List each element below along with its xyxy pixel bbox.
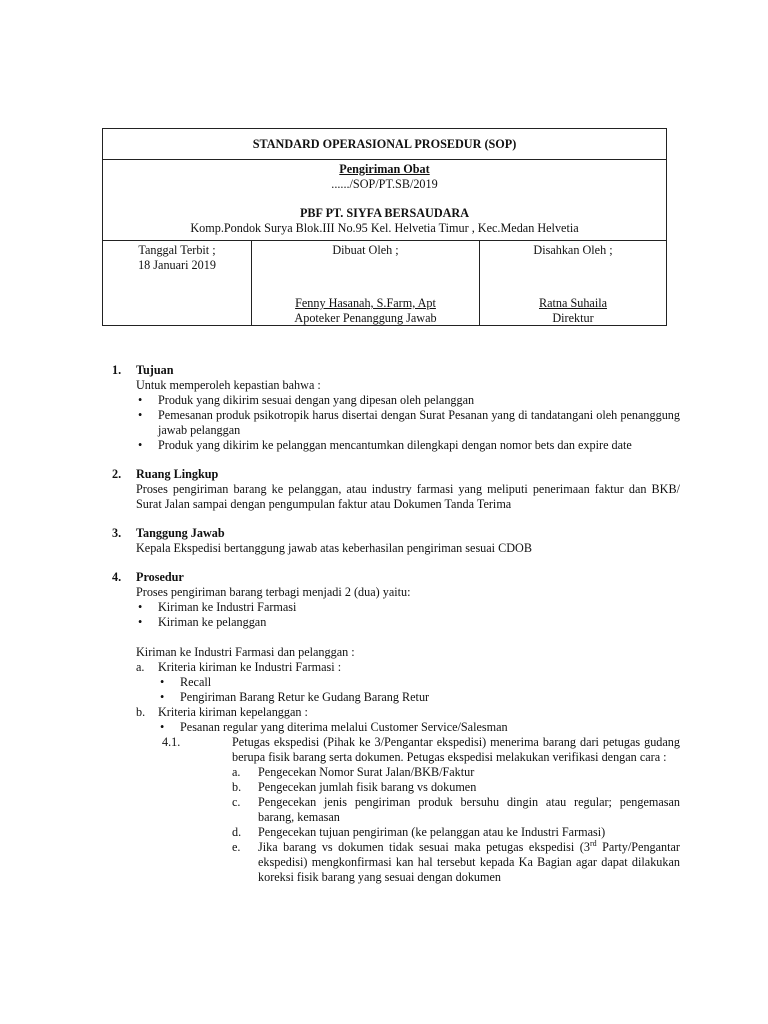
list-item: • Produk yang dikirim sesuai dengan yang dipesan oleh pelanggan [158, 393, 680, 408]
section-number: 2. [112, 467, 122, 481]
sop-body [112, 363, 680, 899]
item-text: Pengecekan tujuan pengiriman (ke pelanggan atau ke Industri Farmasi) [258, 825, 606, 839]
sop-title: STANDARD OPERASIONAL PROSEDUR (SOP) [103, 129, 666, 160]
criteria-text: Kriteria kiriman kepelanggan : [158, 705, 308, 719]
made-by-role: Apoteker Penanggung Jawab [294, 311, 437, 325]
list-marker: c. [232, 795, 241, 809]
section-ruang-lingkup [112, 467, 680, 512]
approved-label: Disahkan Oleh ; [533, 243, 613, 257]
section-prosedur [112, 570, 680, 885]
section-tujuan [112, 363, 680, 453]
sop-header-table [102, 128, 667, 326]
list-marker: a. [136, 660, 145, 674]
list-item [232, 825, 680, 840]
list-marker: a. [232, 765, 241, 779]
approved-cell [479, 241, 666, 325]
list-item [232, 840, 680, 885]
item-text: Pengecekan Nomor Surat Jalan/BKB/Faktur [258, 765, 475, 779]
section-title: Prosedur [136, 570, 184, 584]
signature-row [103, 241, 666, 325]
item-text-start: Jika barang vs dokumen tidak sesuai maka petugas ekspedisi (3 [258, 840, 590, 854]
item-text: Pengecekan jenis pengiriman produk bersuhu dingin atau regular; pengemasan barang, kemasan [258, 795, 680, 824]
section-text: Kepala Ekspedisi bertanggung jawab atas keberhasilan pengiriman sesuai CDOB [136, 541, 532, 555]
section-intro: Untuk memperoleh kepastian bahwa : [136, 378, 321, 392]
doc-title: Pengiriman Obat [339, 162, 430, 176]
made-by-name: Fenny Hasanah, S.Farm, Apt [295, 296, 436, 310]
item-text-end: Party/Pengantar ekspedisi) mengkonfirmasi kan hal tersebut kepada Ka Bagian agar dapat dilakukan koreksi fisik barang yang sesuai dengan dokumen [258, 840, 680, 884]
made-by-label: Dibuat Oleh ; [332, 243, 399, 257]
criteria-b [136, 705, 680, 735]
section-title: Tanggung Jawab [136, 526, 225, 540]
list-marker: d. [232, 825, 242, 839]
issued-label: Tanggal Terbit ; [138, 243, 216, 257]
section-title: Tujuan [136, 363, 174, 377]
bullet-list [158, 675, 680, 705]
item-text: Pengecekan jumlah fisik barang vs dokumen [258, 780, 477, 794]
issued-cell [103, 241, 251, 325]
list-item [232, 765, 680, 780]
prosedur-paragraph: Kiriman ke Industri Farmasi dan pelanggan : [136, 645, 355, 659]
list-item [232, 795, 680, 825]
bullet-list [136, 600, 680, 630]
approved-role: Direktur [552, 311, 594, 325]
list-marker: b. [136, 705, 146, 719]
issued-date: 18 Januari 2019 [138, 258, 216, 272]
list-item: • Recall [180, 675, 680, 690]
list-item: • Pemesanan produk psikotropik harus disertai dengan Surat Pesanan yang di tandatangani oleh penanggung jawab pelanggan [158, 408, 680, 438]
section-text: Proses pengiriman barang ke pelanggan, atau industry farmasi yang meliputi penerimaan faktur dan BKB/ Surat Jalan sampai dengan pengumpulan faktur atau Dokumen Tanda Terima [136, 482, 680, 511]
company-address: Komp.Pondok Surya Blok.III No.95 Kel. Helvetia Timur , Kec.Medan Helvetia [190, 221, 579, 235]
made-by-cell [251, 241, 479, 325]
section-title: Ruang Lingkup [136, 467, 219, 481]
section-tanggung-jawab [112, 526, 680, 556]
list-marker: e. [232, 840, 241, 854]
list-item: • Pengiriman Barang Retur ke Gudang Barang Retur [180, 690, 680, 705]
bullet-list [158, 720, 680, 735]
list-marker: b. [232, 780, 242, 794]
step-number: 4.1. [162, 735, 181, 749]
spacer [136, 630, 680, 645]
list-item: • Kiriman ke pelanggan [158, 615, 680, 630]
bullet-list [136, 393, 680, 453]
criteria-a [136, 660, 680, 705]
section-intro: Proses pengiriman barang terbagi menjadi 2 (dua) yaitu: [136, 585, 411, 599]
step-text: Petugas ekspedisi (Pihak ke 3/Pengantar ekspedisi) menerima barang dari petugas gudang berupa fisik barang serta dokumen. Petugas ekspedisi melakukan verifikasi dengan cara : [232, 735, 680, 764]
list-item: • Pesanan regular yang diterima melalui Customer Service/Salesman [180, 720, 680, 735]
list-item [232, 780, 680, 795]
section-number: 4. [112, 570, 122, 584]
superscript: rd [589, 838, 597, 848]
company-name: PBF PT. SIYFA BERSAUDARA [299, 206, 470, 220]
section-number: 3. [112, 526, 122, 540]
list-item: • Kiriman ke Industri Farmasi [158, 600, 680, 615]
doc-number: ....../SOP/PT.SB/2019 [331, 177, 438, 191]
approved-name: Ratna Suhaila [538, 296, 608, 310]
step-4-1 [162, 735, 680, 765]
section-number: 1. [112, 363, 122, 377]
doc-info [103, 162, 666, 241]
verification-list [232, 765, 680, 885]
criteria-text: Kriteria kiriman ke Industri Farmasi : [158, 660, 342, 674]
list-item: • Produk yang dikirim ke pelanggan mencantumkan dilengkapi dengan nomor bets dan expire date [158, 438, 680, 453]
